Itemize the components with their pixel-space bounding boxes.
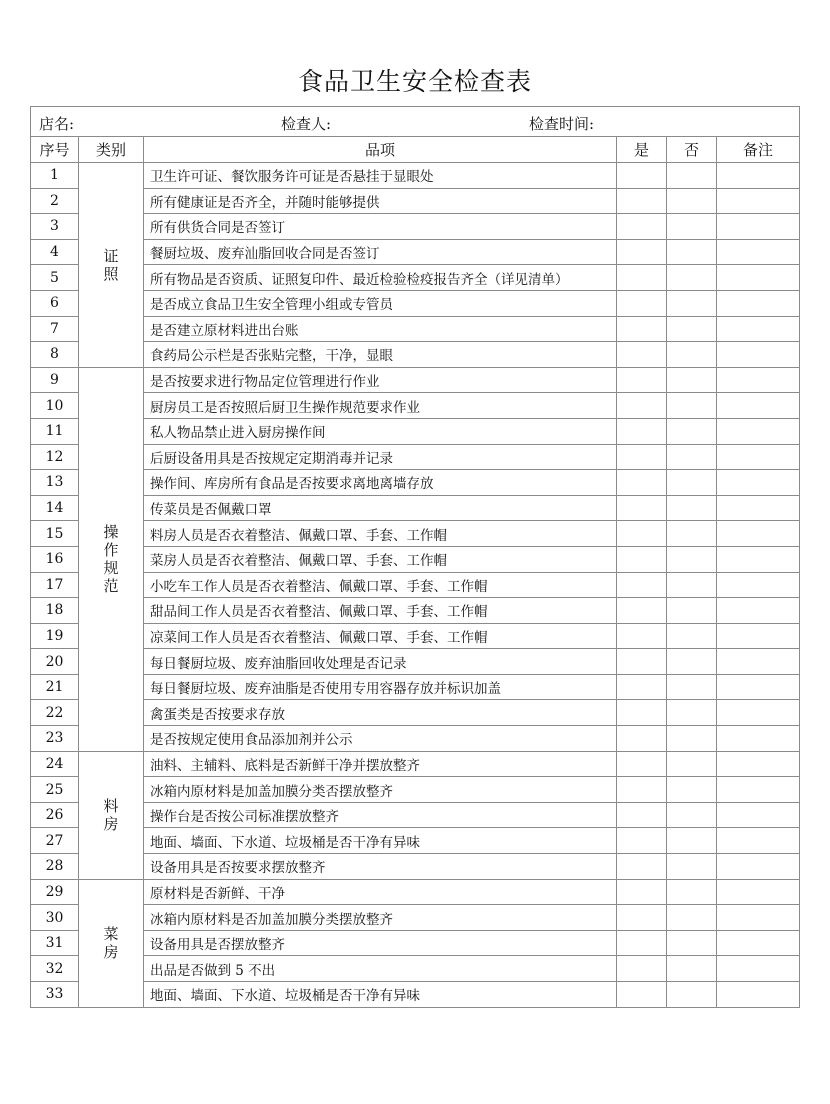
remark-cell[interactable] — [717, 726, 800, 752]
row-number: 9 — [31, 367, 79, 393]
row-number: 19 — [31, 623, 79, 649]
header-yes: 是 — [617, 137, 667, 163]
header-no: 序号 — [31, 137, 79, 163]
item-text: 操作台是否按公司标准摆放整齐 — [144, 802, 617, 828]
no-cell[interactable] — [667, 700, 717, 726]
remark-cell[interactable] — [717, 393, 800, 419]
no-cell[interactable] — [667, 342, 717, 368]
no-cell[interactable] — [667, 239, 717, 265]
yes-cell[interactable] — [617, 495, 667, 521]
remark-cell[interactable] — [717, 546, 800, 572]
table-row — [31, 700, 800, 726]
remark-cell[interactable] — [717, 188, 800, 214]
item-text: 厨房员工是否按照后厨卫生操作规范要求作业 — [144, 393, 617, 419]
table-row — [31, 598, 800, 624]
item-text: 冰箱内原材料是加盖加膜分类否摆放整齐 — [144, 777, 617, 803]
no-cell[interactable] — [667, 674, 717, 700]
item-text: 所有供货合同是否签订 — [144, 214, 617, 240]
no-cell[interactable] — [667, 802, 717, 828]
no-cell[interactable] — [667, 854, 717, 880]
table-row — [31, 905, 800, 931]
item-text: 出品是否做到 5 不出 — [144, 956, 617, 982]
item-text: 每日餐厨垃圾、废弃油脂是否使用专用容器存放并标识加盖 — [144, 674, 617, 700]
header-row — [31, 137, 800, 163]
header-category: 类别 — [79, 137, 144, 163]
remark-cell[interactable] — [717, 879, 800, 905]
item-text: 卫生许可证、餐饮服务许可证是否悬挂于显眼处 — [144, 163, 617, 189]
remark-cell[interactable] — [717, 163, 800, 189]
header-item: 品项 — [144, 137, 617, 163]
row-number: 6 — [31, 290, 79, 316]
no-cell[interactable] — [667, 495, 717, 521]
item-text: 餐厨垃圾、废弃汕脂回收合同是否签订 — [144, 239, 617, 265]
item-text: 是否成立食品卫生安全管理小组或专管员 — [144, 290, 617, 316]
remark-cell[interactable] — [717, 982, 800, 1008]
info-row — [31, 107, 800, 137]
no-cell[interactable] — [667, 418, 717, 444]
row-number: 25 — [31, 777, 79, 803]
remark-cell[interactable] — [717, 316, 800, 342]
table-row — [31, 444, 800, 470]
remark-cell[interactable] — [717, 342, 800, 368]
no-cell[interactable] — [667, 290, 717, 316]
row-number: 2 — [31, 188, 79, 214]
row-number: 20 — [31, 649, 79, 675]
yes-cell[interactable] — [617, 316, 667, 342]
remark-cell[interactable] — [717, 623, 800, 649]
row-number: 26 — [31, 802, 79, 828]
item-text: 私人物品禁止进入厨房操作间 — [144, 418, 617, 444]
yes-cell[interactable] — [617, 521, 667, 547]
row-number: 24 — [31, 751, 79, 777]
table-row — [31, 726, 800, 752]
item-text: 食药局公示栏是否张贴完整，干净，显眼 — [144, 342, 617, 368]
item-text: 油料、主辅料、底料是否新鲜干净并摆放整齐 — [144, 751, 617, 777]
remark-cell[interactable] — [717, 418, 800, 444]
row-number: 31 — [31, 930, 79, 956]
remark-cell[interactable] — [717, 802, 800, 828]
inspection-table — [30, 106, 800, 1008]
item-text: 料房人员是否衣着整洁、佩戴口罩、手套、工作帽 — [144, 521, 617, 547]
yes-cell[interactable] — [617, 802, 667, 828]
item-text: 原材料是否新鲜、干净 — [144, 879, 617, 905]
yes-cell[interactable] — [617, 367, 667, 393]
item-text: 地面、墙面、下水道、垃圾桶是否干净有异味 — [144, 982, 617, 1008]
table-row — [31, 342, 800, 368]
row-number: 17 — [31, 572, 79, 598]
table-row — [31, 163, 800, 189]
yes-cell[interactable] — [617, 470, 667, 496]
category-label: 料房 — [103, 797, 119, 834]
item-text: 传菜员是否佩戴口罩 — [144, 495, 617, 521]
remark-cell[interactable] — [717, 444, 800, 470]
table-row — [31, 649, 800, 675]
no-cell[interactable] — [667, 982, 717, 1008]
remark-cell[interactable] — [717, 598, 800, 624]
yes-cell[interactable] — [617, 700, 667, 726]
table-row — [31, 854, 800, 880]
yes-cell[interactable] — [617, 598, 667, 624]
table-row — [31, 214, 800, 240]
yes-cell[interactable] — [617, 546, 667, 572]
row-number: 18 — [31, 598, 79, 624]
page-title: 食品卫生安全检查表 — [297, 67, 532, 96]
item-text: 禽蛋类是否按要求存放 — [144, 700, 617, 726]
yes-cell[interactable] — [617, 163, 667, 189]
item-text: 冰箱内原材料是否加盖加膜分类摆放整齐 — [144, 905, 617, 931]
item-text: 所有健康证是否齐全，并随时能够提供 — [144, 188, 617, 214]
remark-cell[interactable] — [717, 495, 800, 521]
table-row — [31, 572, 800, 598]
header-no-col: 否 — [667, 137, 717, 163]
no-cell[interactable] — [667, 214, 717, 240]
no-cell[interactable] — [667, 623, 717, 649]
yes-cell[interactable] — [617, 572, 667, 598]
yes-cell[interactable] — [617, 393, 667, 419]
yes-cell[interactable] — [617, 674, 667, 700]
table-row — [31, 239, 800, 265]
yes-cell[interactable] — [617, 879, 667, 905]
no-cell[interactable] — [667, 470, 717, 496]
yes-cell[interactable] — [617, 905, 667, 931]
table-row — [31, 367, 800, 393]
no-cell[interactable] — [667, 956, 717, 982]
yes-cell[interactable] — [617, 444, 667, 470]
remark-cell[interactable] — [717, 674, 800, 700]
yes-cell[interactable] — [617, 623, 667, 649]
table-row — [31, 470, 800, 496]
row-number: 33 — [31, 982, 79, 1008]
yes-cell[interactable] — [617, 930, 667, 956]
table-row — [31, 828, 800, 854]
item-text: 是否建立原材料进出台账 — [144, 316, 617, 342]
yes-cell[interactable] — [617, 751, 667, 777]
remark-cell[interactable] — [717, 214, 800, 240]
item-text: 每日餐厨垃圾、废弃油脂回收处理是否记录 — [144, 649, 617, 675]
item-text: 是否按要求进行物品定位管理进行作业 — [144, 367, 617, 393]
row-number: 21 — [31, 674, 79, 700]
table-row — [31, 290, 800, 316]
inspector-label: 检查人: — [281, 115, 332, 133]
yes-cell[interactable] — [617, 214, 667, 240]
row-number: 32 — [31, 956, 79, 982]
no-cell[interactable] — [667, 751, 717, 777]
remark-cell[interactable] — [717, 751, 800, 777]
item-text: 操作间、库房所有食品是否按要求离地离墙存放 — [144, 470, 617, 496]
table-row — [31, 956, 800, 982]
no-cell[interactable] — [667, 930, 717, 956]
remark-cell[interactable] — [717, 905, 800, 931]
table-row — [31, 751, 800, 777]
yes-cell[interactable] — [617, 777, 667, 803]
category-cell — [79, 163, 144, 368]
row-number: 10 — [31, 393, 79, 419]
category-cell — [79, 879, 144, 1007]
table-row — [31, 930, 800, 956]
yes-cell[interactable] — [617, 188, 667, 214]
table-row — [31, 674, 800, 700]
category-cell — [79, 367, 144, 751]
row-number: 23 — [31, 726, 79, 752]
remark-cell[interactable] — [717, 930, 800, 956]
item-text: 凉菜间工作人员是否衣着整洁、佩戴口罩、手套、工作帽 — [144, 623, 617, 649]
table-row — [31, 879, 800, 905]
yes-cell[interactable] — [617, 418, 667, 444]
remark-cell[interactable] — [717, 700, 800, 726]
item-text: 设备用具是否摆放整齐 — [144, 930, 617, 956]
yes-cell[interactable] — [617, 342, 667, 368]
table-row — [31, 982, 800, 1008]
yes-cell[interactable] — [617, 854, 667, 880]
remark-cell[interactable] — [717, 854, 800, 880]
row-number: 30 — [31, 905, 79, 931]
remark-cell[interactable] — [717, 470, 800, 496]
category-cell — [79, 751, 144, 879]
remark-cell[interactable] — [717, 265, 800, 291]
table-row — [31, 265, 800, 291]
remark-cell[interactable] — [717, 828, 800, 854]
row-number: 5 — [31, 265, 79, 291]
no-cell[interactable] — [667, 521, 717, 547]
row-number: 4 — [31, 239, 79, 265]
category-label: 菜房 — [103, 925, 119, 962]
remark-cell[interactable] — [717, 956, 800, 982]
yes-cell[interactable] — [617, 828, 667, 854]
no-cell[interactable] — [667, 367, 717, 393]
table-row — [31, 393, 800, 419]
no-cell[interactable] — [667, 188, 717, 214]
remark-cell[interactable] — [717, 649, 800, 675]
category-label: 证照 — [103, 246, 119, 283]
row-number: 13 — [31, 470, 79, 496]
item-text: 地面、墙面、下水道、垃圾桶是否干净有异味 — [144, 828, 617, 854]
table-row — [31, 623, 800, 649]
yes-cell[interactable] — [617, 649, 667, 675]
item-text: 小吃车工作人员是否衣着整洁、佩戴口罩、手套、工作帽 — [144, 572, 617, 598]
yes-cell[interactable] — [617, 726, 667, 752]
inspection-time-label: 检查时间: — [529, 115, 595, 133]
table-row — [31, 521, 800, 547]
yes-cell[interactable] — [617, 290, 667, 316]
table-row — [31, 418, 800, 444]
row-number: 8 — [31, 342, 79, 368]
table-row — [31, 802, 800, 828]
row-number: 7 — [31, 316, 79, 342]
row-number: 22 — [31, 700, 79, 726]
row-number: 16 — [31, 546, 79, 572]
no-cell[interactable] — [667, 546, 717, 572]
row-number: 28 — [31, 854, 79, 880]
row-number: 11 — [31, 418, 79, 444]
header-remark: 备注 — [717, 137, 800, 163]
no-cell[interactable] — [667, 777, 717, 803]
row-number: 12 — [31, 444, 79, 470]
no-cell[interactable] — [667, 598, 717, 624]
item-text: 甜品间工作人员是否衣着整洁、佩戴口罩、手套、工作帽 — [144, 598, 617, 624]
remark-cell[interactable] — [717, 290, 800, 316]
no-cell[interactable] — [667, 265, 717, 291]
category-label: 操作规范 — [103, 523, 119, 596]
no-cell[interactable] — [667, 393, 717, 419]
no-cell[interactable] — [667, 163, 717, 189]
no-cell[interactable] — [667, 905, 717, 931]
table-row — [31, 316, 800, 342]
no-cell[interactable] — [667, 316, 717, 342]
no-cell[interactable] — [667, 444, 717, 470]
table-row — [31, 188, 800, 214]
no-cell[interactable] — [667, 879, 717, 905]
no-cell[interactable] — [667, 649, 717, 675]
remark-cell[interactable] — [717, 777, 800, 803]
row-number: 1 — [31, 163, 79, 189]
row-number: 14 — [31, 495, 79, 521]
table-row — [31, 495, 800, 521]
yes-cell[interactable] — [617, 265, 667, 291]
row-number: 29 — [31, 879, 79, 905]
row-number: 27 — [31, 828, 79, 854]
remark-cell[interactable] — [717, 239, 800, 265]
table-row — [31, 777, 800, 803]
yes-cell[interactable] — [617, 982, 667, 1008]
store-label: 店名: — [39, 115, 75, 133]
remark-cell[interactable] — [717, 521, 800, 547]
table-row — [31, 546, 800, 572]
remark-cell[interactable] — [717, 572, 800, 598]
row-number: 3 — [31, 214, 79, 240]
row-number: 15 — [31, 521, 79, 547]
item-text: 是否按规定使用食品添加剂并公示 — [144, 726, 617, 752]
item-text: 后厨设备用具是否按规定定期消毒并记录 — [144, 444, 617, 470]
yes-cell[interactable] — [617, 239, 667, 265]
no-cell[interactable] — [667, 572, 717, 598]
no-cell[interactable] — [667, 828, 717, 854]
item-text: 设备用具是否按要求摆放整齐 — [144, 854, 617, 880]
item-text: 菜房人员是否衣着整洁、佩戴口罩、手套、工作帽 — [144, 546, 617, 572]
remark-cell[interactable] — [717, 367, 800, 393]
no-cell[interactable] — [667, 726, 717, 752]
item-text: 所有物品是否资质、证照复印件、最近检验检疫报告齐全（详见清单） — [144, 265, 617, 291]
yes-cell[interactable] — [617, 956, 667, 982]
